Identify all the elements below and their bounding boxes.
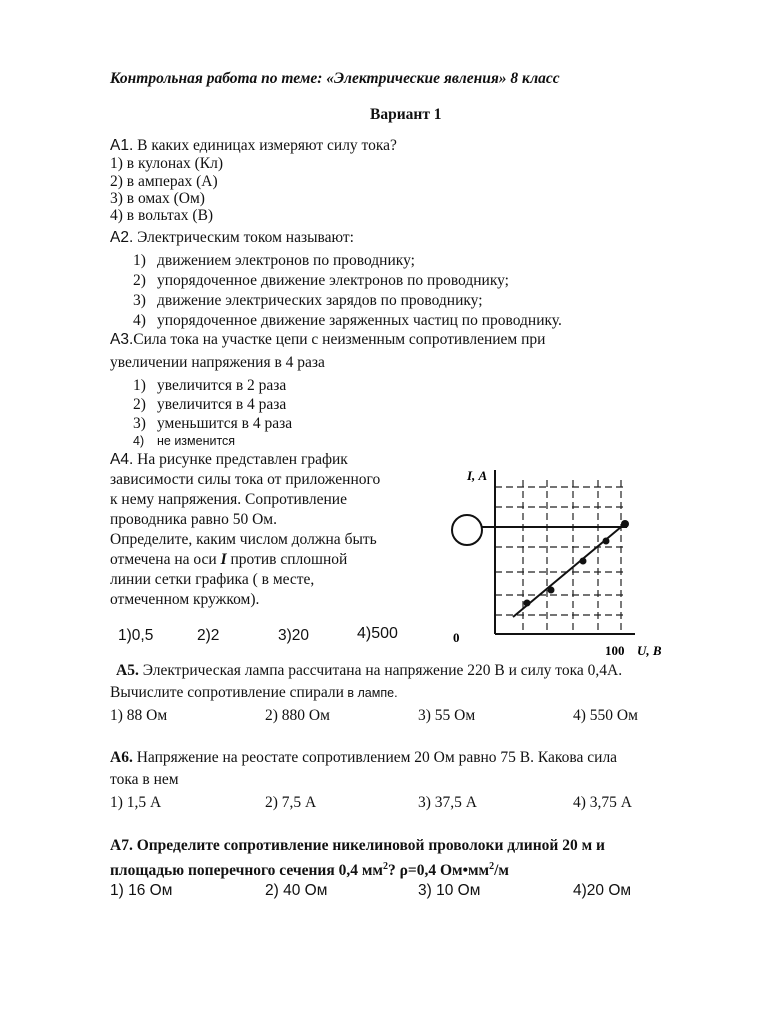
page-title: Контрольная работа по теме: «Электрические явления» 8 класс [110, 70, 560, 87]
question-number: А6. [110, 749, 133, 766]
option-text: движение электрических зарядов по проводнику; [157, 292, 483, 309]
a6-option-4: 4) 3,75 А [573, 794, 632, 811]
question-a1 [110, 137, 397, 155]
question-number: А1. [110, 137, 134, 154]
text: Вычислите сопротивление спирали [110, 684, 344, 701]
option-number: 4) [133, 312, 146, 329]
data-point [603, 538, 610, 545]
question-text: В каких единицах измеряют силу тока? [133, 137, 397, 154]
a5-option-1: 1) 88 Ом [110, 707, 168, 724]
a3-option-4 [133, 434, 235, 449]
superscript: 2 [382, 861, 388, 872]
a6-option-1: 1) 1,5 А [110, 794, 162, 811]
x-max-label: 100 [605, 643, 625, 658]
x-axis-label: U, В [637, 643, 662, 658]
a4-option-1: 1)0,5 [118, 627, 154, 644]
question-a5-line2 [110, 684, 398, 702]
question-number: А4. [110, 451, 134, 468]
a3-option-2 [133, 396, 286, 414]
option-number: 2) [133, 272, 146, 289]
superscript: 2 [489, 861, 495, 872]
question-a4-line6 [110, 551, 347, 569]
question-a4 [110, 451, 348, 469]
a5-option-2: 2) 880 Ом [265, 707, 330, 724]
question-number: А5. [116, 662, 139, 679]
y-axis-label: I, А [467, 468, 488, 483]
text: отмечена на оси [110, 551, 221, 568]
a3-option-3 [133, 415, 292, 433]
text: против сплошной [226, 551, 348, 568]
option-text: увеличится в 2 раза [157, 377, 287, 394]
text: ? ρ=0,4 Ом•мм [387, 862, 490, 880]
option-text: уменьшится в 4 раза [157, 415, 293, 432]
question-text: Электрическая лампа рассчитана на напряжение 220 В и силу тока 0,4А. [138, 662, 623, 679]
question-a2 [110, 229, 354, 247]
a1-option-3: 3) в омах (Ом) [110, 190, 205, 207]
a7-option-4: 4)20 Ом [573, 882, 632, 899]
data-point [548, 587, 555, 594]
a4-option-4: 4)500 [357, 625, 398, 642]
a5-option-4: 4) 550 Ом [573, 707, 638, 724]
a7-option-2: 2) 40 Ом [265, 882, 328, 899]
question-a7: А7. Определите сопротивление никелиновой проволоки длиной 20 м и [110, 837, 605, 854]
question-a4-line7: линии сетки графика ( в месте, [110, 571, 315, 588]
a1-option-4: 4) в вольтах (В) [110, 207, 214, 224]
option-text: не изменится [157, 434, 236, 448]
question-a4-line5: Определите, каким числом должна быть [110, 531, 377, 548]
text: /м [494, 862, 509, 880]
option-number: 1) [133, 252, 146, 269]
question-text: На рисунке представлен график [133, 451, 348, 468]
question-a3-line2: увеличении напряжения в 4 раза [110, 354, 325, 371]
a1-option-2: 2) в амперах (А) [110, 173, 218, 190]
a2-option-3 [133, 292, 483, 310]
option-text: увеличится в 4 раза [157, 396, 287, 413]
text: площадью поперечного сечения 0,4 мм [110, 862, 383, 880]
axis-letter: I [220, 551, 227, 568]
question-text: Электрическим током называют: [133, 229, 354, 246]
a4-option-2: 2)2 [197, 627, 220, 644]
question-a5 [116, 662, 622, 680]
option-text: движением электронов по проводнику; [157, 252, 415, 269]
a2-option-1 [133, 252, 415, 270]
option-number: 1) [133, 377, 146, 394]
a7-option-1: 1) 16 Ом [110, 882, 173, 899]
text-small: в лампе. [343, 686, 398, 700]
question-a3 [110, 331, 545, 349]
option-number: 4) [133, 434, 145, 448]
a3-option-1 [133, 377, 286, 395]
graph-grid [495, 480, 627, 634]
data-point [524, 600, 531, 607]
a4-option-3: 3)20 [278, 627, 310, 644]
question-a7-line2 [110, 858, 509, 880]
marker-circle [452, 515, 482, 545]
a2-option-4 [133, 312, 562, 330]
variant-heading: Вариант 1 [370, 106, 442, 123]
question-a6-line2: тока в нем [110, 771, 179, 788]
a7-option-3: 3) 10 Ом [418, 882, 481, 899]
current-voltage-graph [445, 462, 685, 662]
data-point [580, 558, 587, 565]
question-a4-line4: проводника равно 50 Ом. [110, 511, 277, 528]
origin-label: 0 [453, 630, 460, 645]
option-text: упорядоченное движение заряженных частиц по проводнику. [157, 312, 562, 329]
a2-option-2 [133, 272, 509, 290]
question-number: А3. [110, 331, 134, 348]
option-text: упорядоченное движение электронов по проводнику; [157, 272, 509, 289]
question-a4-line8: отмеченном кружком). [110, 591, 260, 608]
question-number: А2. [110, 229, 134, 246]
option-number: 3) [133, 415, 146, 432]
a6-option-2: 2) 7,5 А [265, 794, 317, 811]
a6-option-3: 3) 37,5 А [418, 794, 477, 811]
question-a4-line3: к нему напряжения. Сопротивление [110, 491, 347, 508]
data-point [621, 520, 629, 528]
question-a4-line2: зависимости силы тока от приложенного [110, 471, 381, 488]
option-number: 3) [133, 292, 146, 309]
question-text: Напряжение на реостате сопротивлением 20 Ом равно 75 В. Какова сила [132, 749, 618, 766]
question-a6 [110, 749, 617, 767]
option-number: 2) [133, 396, 146, 413]
a5-option-3: 3) 55 Ом [418, 707, 476, 724]
question-text: Сила тока на участке цепи с неизменным сопротивлением при [133, 331, 546, 348]
a1-option-1: 1) в кулонах (Кл) [110, 155, 224, 172]
